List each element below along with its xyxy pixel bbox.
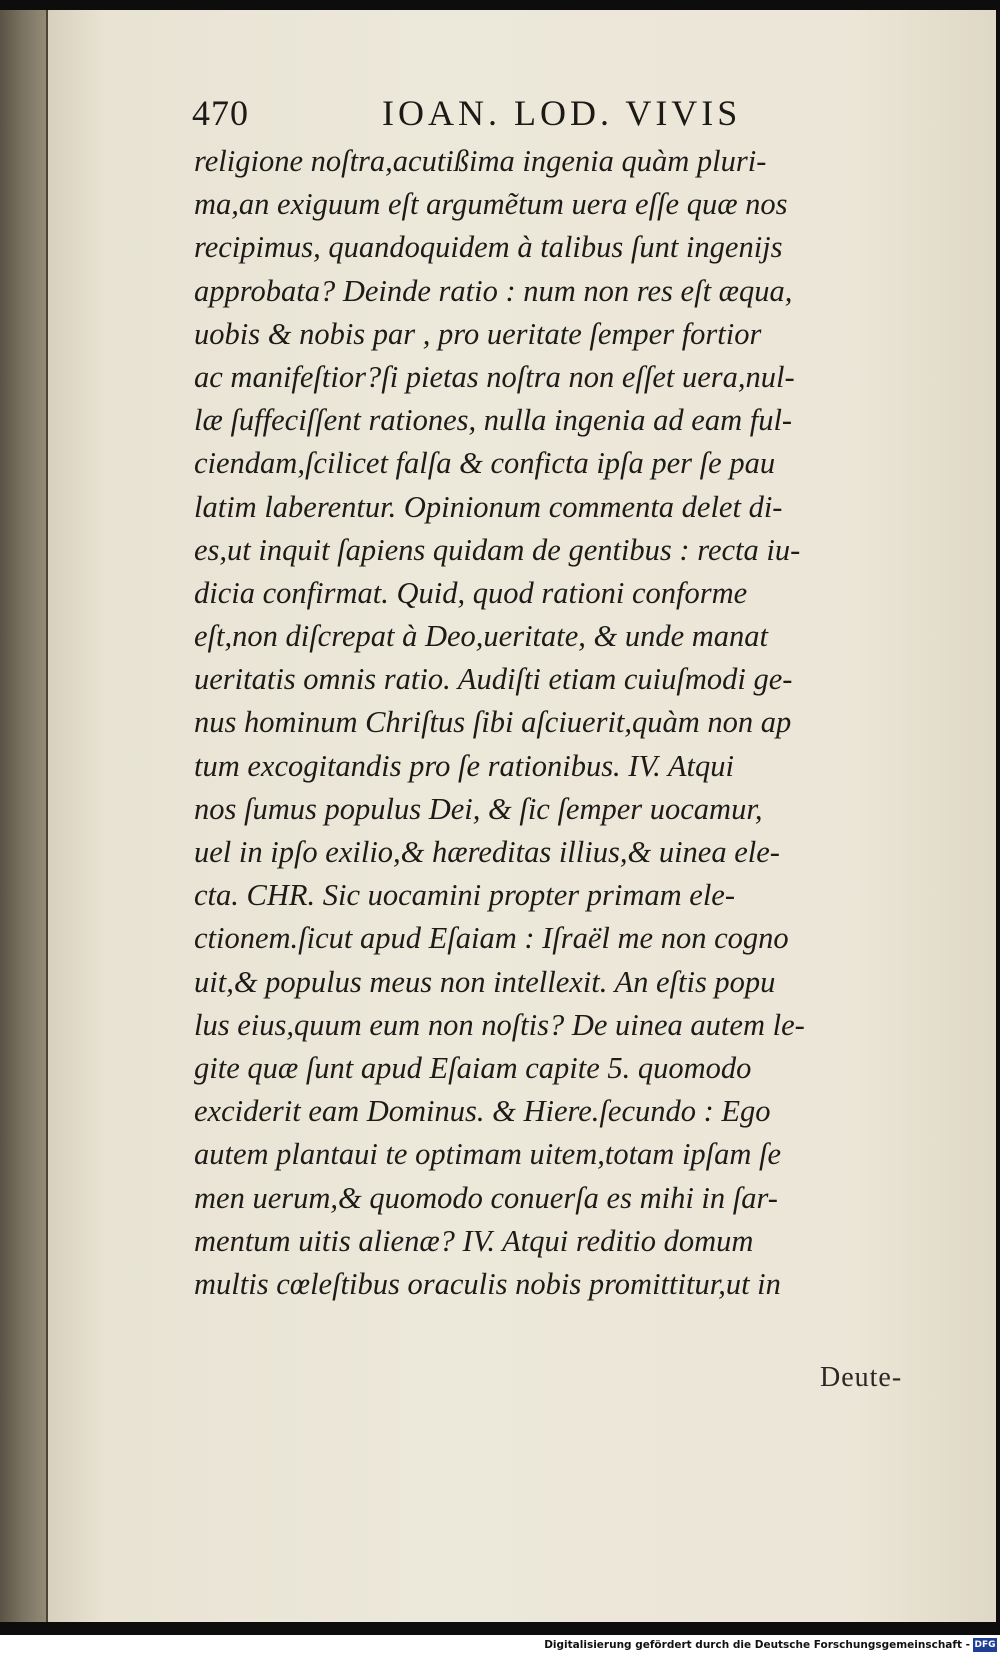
text-line: læ ſuffeciſſent rationes, nulla ingenia ad eam ful- [194, 403, 793, 438]
text-line: autem plantaui te optimam uitem,totam ipſam ſe [194, 1137, 782, 1172]
text-line: ciendam,ſcilicet falſa & conficta ipſa per ſe pau [194, 446, 776, 481]
text-line: cta. CHR. Sic uocamini propter primam ele- [194, 878, 736, 913]
text-line: lus eius,quum eum non noſtis? De uinea autem le- [194, 1007, 805, 1042]
text-line: recipimus, quandoquidem à talibus ſunt ingenijs [194, 230, 783, 265]
text-line: latim laberentur. Opinionum commenta delet di- [194, 489, 783, 524]
page-number: 470 [192, 93, 249, 133]
dfg-logo-icon: DFG [974, 1640, 996, 1650]
text-line: men uerum,& quomodo conuerſa es mihi in ſar- [194, 1180, 778, 1215]
text-line: es,ut inquit ſapiens quidam de gentibus : recta iu- [194, 532, 801, 567]
text-line: dicia confirmat. Quid, quod rationi conforme [194, 575, 748, 610]
text-line: multis cœleſtibus oraculis nobis promittitur,ut in [194, 1266, 781, 1301]
text-line: uel in ipſo exilio,& hæreditas illius,& uinea ele- [194, 835, 780, 869]
text-line: approbata? Deinde ratio : num non res eſt æqua, [194, 273, 793, 308]
funding-credit: Digitalisierung gefördert durch die Deutsche Forschungsgemeinschaft - [544, 1639, 970, 1651]
body-text [194, 140, 944, 1306]
text-line: uobis & nobis par , pro ueritate ſemper fortior [194, 316, 762, 351]
text-line: nos ſumus populus Dei, & ſic ſemper uocamur, [194, 791, 763, 826]
text-line: religione noſtra,acutißima ingenia quàm pluri- [194, 144, 767, 178]
text-line: tum excogitandis pro ſe rationibus. IV. Atqui [194, 748, 734, 783]
text-line: nus hominum Chriſtus ſibi aſciuerit,quàm non ap [194, 705, 792, 740]
text-line: gite quæ ſunt apud Eſaiam capite 5. quomodo [194, 1050, 752, 1085]
text-line: eſt,non diſcrepat à Deo,ueritate, & unde manat [194, 619, 769, 654]
catchword: Deute- [820, 1362, 903, 1393]
running-title: IOAN. LOD. VIVIS [382, 93, 742, 133]
footer-bar [0, 1635, 1000, 1661]
text-line: exciderit eam Dominus. & Hiere.ſecundo : Ego [194, 1094, 771, 1129]
text-line: ueritatis omnis ratio. Audiſti etiam cuiuſmodi ge- [194, 662, 793, 697]
text-line: mentum uitis alienæ? IV. Atqui reditio domum [194, 1223, 754, 1258]
text-line: ac manifeſtior?ſi pietas noſtra non eſſet uera,nul- [194, 359, 795, 394]
text-line: uit,& populus meus non intellexit. An eſtis popu [194, 964, 776, 999]
text-line: ma,an exiguum eſt argumẽtum uera eſſe quæ nos [194, 187, 788, 222]
page-header [192, 88, 952, 144]
text-line: ctionem.ſicut apud Eſaiam : Iſraël me non cogno [194, 921, 789, 956]
book-spine-edge [0, 10, 52, 1622]
